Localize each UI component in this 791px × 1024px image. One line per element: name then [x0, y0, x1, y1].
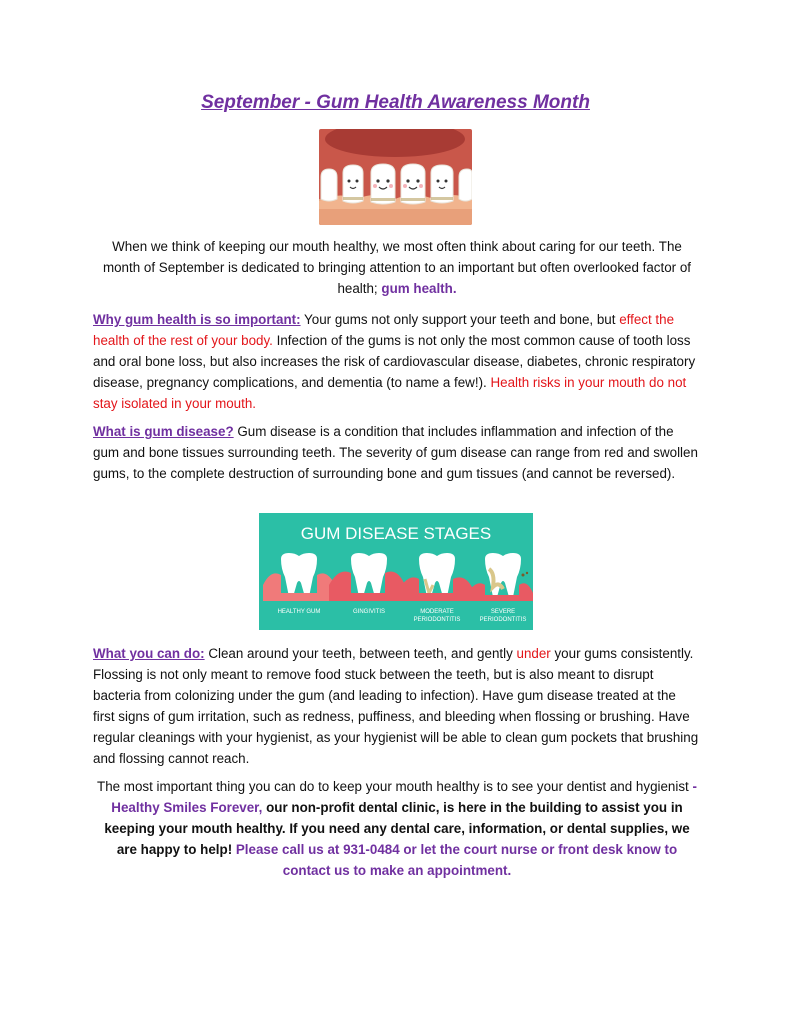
closing-paragraph: [93, 776, 701, 881]
why-text-2: Infection of the gums is not only the most common cause of tooth loss and oral bone loss, but also increases the risk of cardiovascular disease, diabetes, chronic respiratory disease, pregnancy complications, and dementia (to name a few!).: [93, 333, 696, 390]
stage-label-moderate-2: PERIODONTITIS: [413, 617, 461, 623]
stage-label-healthy: HEALTHY GUM: [277, 609, 321, 615]
stage-label-gingivitis: GINGIVITIS: [352, 609, 386, 615]
page-title: September - Gum Health Awareness Month: [201, 92, 590, 113]
cando-red: under: [516, 646, 551, 661]
cando-paragraph: [93, 643, 701, 769]
contact-info: Please call us at 931-0484 or let the court nurse or front desk know to contact us to make an appointment.: [235, 842, 678, 878]
smiling-teeth-image: [319, 129, 472, 225]
why-paragraph: [93, 309, 701, 414]
cando-text-2: your gums consistently. Flossing is not only meant to remove food stuck between the teeth, but is also meant to disrupt bacteria from colonizing under the gum (and leading to infection). Have gum disease treated at the first signs of gum irritation, such as redness, puffiness, and bleeding when flossing or brushing. Have regular cleanings with your hygienist, as your hygienist will be able to clean gum pockets that brushing and flossing cannot reach.: [93, 646, 699, 766]
why-red-2: Health risks in your mouth do not stay isolated in your mouth.: [93, 375, 687, 411]
why-text-1: Your gums not only support your teeth and bone, but: [300, 312, 620, 327]
intro-highlight: gum health.: [381, 281, 457, 296]
closing-text: The most important thing you can do to keep your mouth healthy is to see your dentist and hygienist: [97, 779, 693, 794]
stage-label-moderate: MODERATE: [420, 609, 454, 615]
why-heading: Why gum health is so important:: [93, 312, 301, 327]
why-red-1: effect the health of the rest of your body.: [93, 312, 675, 348]
stages-title: GUM DISEASE STAGES: [300, 524, 492, 543]
gum-disease-stages-image: [259, 513, 533, 630]
cando-text-1: Clean around your teeth, between teeth, and gently: [204, 646, 517, 661]
cando-heading: What you can do:: [93, 646, 205, 661]
clinic-name: - Healthy Smiles Forever,: [111, 779, 697, 815]
closing-bold: our non-profit dental clinic, is here in the building to assist you in keeping your mouth healthy. If you need any dental care, information, or dental supplies, we are happy to help!: [104, 800, 690, 857]
stage-label-severe-2: PERIODONTITIS: [479, 617, 527, 623]
what-paragraph: [93, 421, 701, 484]
what-text: Gum disease is a condition that includes inflammation and infection of the gum and bone tissues surrounding teeth. The severity of gum disease can range from red and swollen gums, to the complete destruction of surrounding bone and gum tissues (and cannot be reversed).: [93, 424, 698, 481]
intro-text: When we think of keeping our mouth healthy, we most often think about caring for our teeth. The month of September is dedicated to bringing attention to an important but often overlooked factor of health;: [102, 239, 692, 296]
what-heading: What is gum disease?: [93, 424, 234, 439]
intro-paragraph: [93, 236, 701, 299]
stage-label-severe: SEVERE: [490, 609, 516, 615]
